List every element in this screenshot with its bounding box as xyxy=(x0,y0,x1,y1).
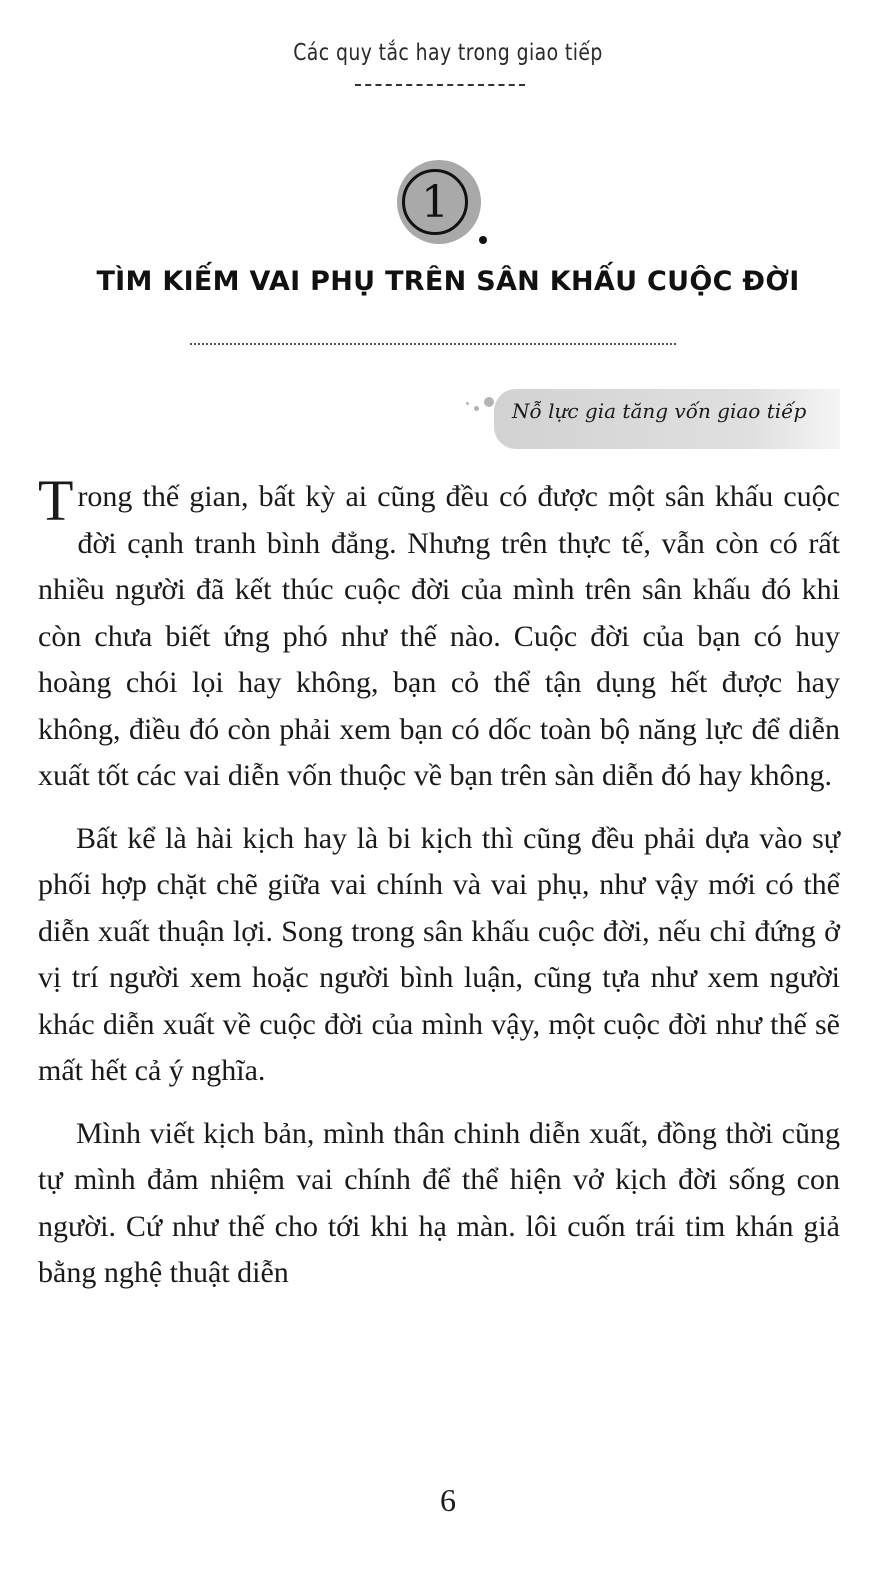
section-tag: Nỗ lực gia tăng vốn giao tiếp xyxy=(512,399,807,423)
paragraph-1-text: rong thế gian, bất kỳ ai cũng đều có được một sân khấu cuộc đời cạnh tranh bình đẳng. Nhưng trên thực tế, vẫn còn có rất nhiều người đã kết thúc cuộc đời của mình trên sân khấu đó khi còn chưa biết ứng phó như thế nào. Cuộc đời của bạn có huy hoàng chói lọi hay không, bạn cỏ thể tận dụng hết được hay không, điều đó còn phải xem bạn có dốc toàn bộ năng lực để diễn xuất tốt các vai diễn vốn thuộc về bạn trên sàn diễn đó hay không. xyxy=(38,480,840,792)
decorative-dot xyxy=(484,397,494,407)
paragraph-2: Bất kể là hài kịch hay là bi kịch thì cũng đều phải dựa vào sự phối hợp chặt chẽ giữa vai chính và vai phụ, như vậy mới có thể diễn xuất thuận lợi. Song trong sân khấu cuộc đời, nếu chỉ đứng ở vị trí người xem hoặc người bình luận, cũng tựa như xem người khác diễn xuất về cuộc đời của mình vậy, một cuộc đời như thế sẽ mất hết cả ý nghĩa. xyxy=(38,821,840,1087)
chapter-number: 1 xyxy=(402,169,468,235)
paragraph-3: Mình viết kịch bản, mình thân chinh diễn xuất, đồng thời cũng tự mình đảm nhiệm vai chính để thể hiện vở kịch đời sống con người. Cứ như thế cho tới khi hạ màn. lôi cuốn trái tim khán giả bằng nghệ thuật diễn xyxy=(38,1116,840,1289)
chapter-title: TÌM KIẾM VAI PHỤ TRÊN SÂN KHẤU CUỘC ĐỜI xyxy=(96,266,800,297)
chapter-badge-dot xyxy=(479,236,487,244)
drop-cap: T xyxy=(38,468,74,533)
running-header: Các quy tắc hay trong giao tiếp xyxy=(293,40,603,66)
body-text xyxy=(38,468,840,1313)
decorative-dot xyxy=(466,402,469,405)
title-divider xyxy=(190,343,676,345)
page-number: 6 xyxy=(440,1482,456,1518)
decorative-dot xyxy=(474,406,479,411)
header-divider xyxy=(355,84,525,86)
paragraph-1 xyxy=(38,468,840,800)
